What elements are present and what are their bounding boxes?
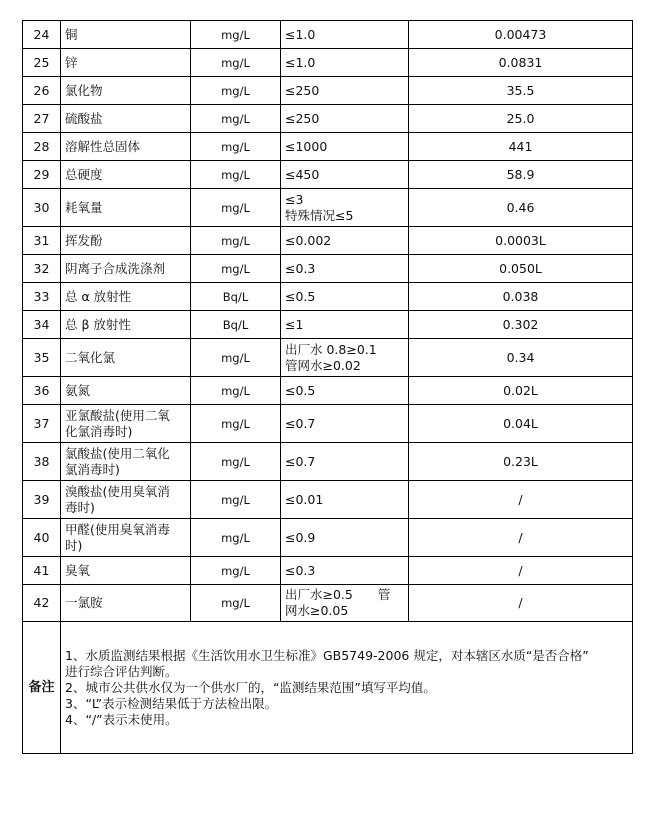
standard-limit-text: ≤0.3 [285,562,316,578]
indicator-name-text: 化氯消毒时) [65,423,133,439]
row-number-text: 33 [33,288,50,304]
indicator-name-text: 二氧化氯 [65,349,116,365]
indicator-name [61,405,191,443]
unit-cell [191,133,281,161]
unit-cell [191,283,281,311]
row-number [23,255,61,283]
table-row [23,21,633,49]
row-number [23,405,61,443]
unit-cell-text: mg/L [221,530,250,545]
standard-limit-text: ≤250 [285,110,320,126]
unit-cell-text: Bq/L [222,317,249,332]
standard-limit [281,227,409,255]
indicator-name-text: 总 α 放射性 [65,288,132,304]
standard-limit-text: ≤3 [285,191,304,207]
unit-cell-text: mg/L [221,111,250,126]
standard-limit-text: ≤0.002 [285,232,332,248]
row-number [23,481,61,519]
row-number-text: 42 [33,595,50,610]
indicator-name [61,585,191,622]
monitoring-result-text: 58.9 [506,166,535,182]
table-row [23,255,633,283]
table-row [23,585,633,622]
monitoring-result-text: 0.0003L [495,232,546,248]
standard-limit-text: ≤1.0 [285,54,316,70]
monitoring-result-text: 0.23L [503,453,538,469]
unit-cell-text: Bq/L [222,289,249,304]
row-number-text: 27 [33,110,50,126]
row-number [23,557,61,585]
monitoring-result [409,283,633,311]
monitoring-result [409,133,633,161]
row-number-text: 40 [33,529,50,545]
monitoring-result [409,21,633,49]
monitoring-result-text: / [518,595,523,610]
monitoring-result-text: 0.038 [502,288,539,304]
standard-limit-text: ≤0.5 [285,288,316,304]
row-number [23,21,61,49]
table-row [23,77,633,105]
standard-limit-text: ≤1.0 [285,26,316,42]
indicator-name-text: 臭氧 [65,562,91,578]
row-number [23,585,61,622]
row-number [23,311,61,339]
monitoring-result [409,519,633,557]
standard-limit [281,557,409,585]
row-number-text: 29 [33,166,50,182]
unit-cell [191,227,281,255]
remark-line-4: 4、“/”表示未使用。 [65,711,178,727]
unit-cell [191,405,281,443]
table-row [23,557,633,585]
indicator-name [61,255,191,283]
monitoring-result-text: 35.5 [506,82,535,98]
table-row [23,377,633,405]
monitoring-result [409,339,633,377]
indicator-name-text: 甲醛(使用臭氧消毒 [65,521,170,537]
indicator-name [61,21,191,49]
indicator-name-text: 氯消毒时) [65,461,120,477]
unit-cell-text: mg/L [221,383,250,398]
standard-limit-text: ≤0.01 [285,491,324,507]
indicator-name-text: 时) [65,537,83,553]
row-number-text: 31 [33,232,50,248]
table-body [23,21,633,622]
unit-cell-text: mg/L [221,233,250,248]
indicator-name-text: 总硬度 [65,166,103,182]
standard-limit-text: ≤450 [285,166,320,182]
monitoring-result [409,255,633,283]
indicator-name-text: 一氯胺 [65,595,103,610]
table-row [23,519,633,557]
unit-cell-text: mg/L [221,492,250,507]
row-number [23,519,61,557]
row-number-text: 36 [33,382,50,398]
standard-limit-text: ≤1 [285,316,304,332]
unit-cell-text: mg/L [221,27,250,42]
monitoring-result [409,49,633,77]
row-number [23,161,61,189]
standard-limit [281,481,409,519]
standard-limit-text: ≤0.7 [285,453,316,469]
monitoring-result [409,161,633,189]
indicator-name-text: 溴酸盐(使用臭氧消 [65,483,170,499]
remark-line-1-cont: 进行综合评估判断。 [65,663,178,679]
standard-limit-text: 网水≥0.05 [285,603,349,618]
unit-cell [191,161,281,189]
standard-limit [281,311,409,339]
unit-cell-text: mg/L [221,596,250,610]
indicator-name-text: 锌 [65,54,78,70]
monitoring-result-text: 0.34 [506,349,535,365]
row-number [23,227,61,255]
standard-limit-text: 管网水≥0.02 [285,357,361,373]
row-number [23,377,61,405]
indicator-name-text: 铜 [65,26,78,42]
standard-limit [281,161,409,189]
standard-limit [281,283,409,311]
indicator-name-text: 亚氯酸盐(使用二氧 [65,407,170,423]
standard-limit [281,405,409,443]
unit-cell [191,189,281,227]
monitoring-result [409,311,633,339]
row-number [23,339,61,377]
indicator-name [61,377,191,405]
standard-limit [281,585,409,622]
row-number-text: 39 [33,491,50,507]
table-row [23,443,633,481]
standard-limit [281,377,409,405]
row-number-text: 26 [33,82,50,98]
unit-cell [191,339,281,377]
standard-limit-text: 出厂水 0.8≥0.1 [285,341,377,357]
indicator-name-text: 总 β 放射性 [65,316,131,332]
monitoring-result-text: 0.0831 [498,54,543,70]
standard-limit-text: ≤250 [285,82,320,98]
unit-cell-text: mg/L [221,454,250,469]
row-number-text: 28 [33,138,50,154]
monitoring-result [409,227,633,255]
unit-cell [191,105,281,133]
standard-limit [281,49,409,77]
monitoring-result-text: 25.0 [506,110,535,126]
indicator-name-text: 氯酸盐(使用二氧化 [65,445,170,461]
row-number-text: 30 [33,199,50,215]
row-number [23,443,61,481]
indicator-name [61,339,191,377]
indicator-name [61,557,191,585]
table-row [23,481,633,519]
indicator-name [61,519,191,557]
standard-limit-text: ≤1000 [285,138,328,154]
row-number-text: 34 [33,316,50,332]
row-number-text: 38 [33,453,50,469]
monitoring-result [409,105,633,133]
indicator-name [61,311,191,339]
table-row [23,227,633,255]
unit-cell [191,49,281,77]
indicator-name [61,443,191,481]
indicator-name [61,227,191,255]
indicator-name-text: 耗氧量 [65,199,103,215]
monitoring-result-text: 0.02L [503,382,538,398]
monitoring-result-text: 0.050L [499,260,542,276]
row-number-text: 37 [33,415,50,431]
unit-cell-text: mg/L [221,167,250,182]
row-number [23,77,61,105]
unit-cell [191,21,281,49]
monitoring-result [409,189,633,227]
monitoring-result-text: 0.302 [502,316,539,332]
monitoring-result [409,557,633,585]
indicator-name-text: 阴离子合成洗涤剂 [65,260,166,276]
unit-cell [191,557,281,585]
standard-limit [281,21,409,49]
unit-cell-text: mg/L [221,200,250,215]
standard-limit [281,77,409,105]
remarks-label: 备注 [23,622,61,754]
remarks-row [23,622,633,754]
indicator-name [61,161,191,189]
standard-limit [281,189,409,227]
standard-limit [281,105,409,133]
indicator-name [61,133,191,161]
standard-limit [281,133,409,161]
unit-cell [191,255,281,283]
remarks-section [23,622,633,754]
monitoring-result [409,377,633,405]
indicator-name-text: 硫酸盐 [65,110,103,126]
unit-cell-text: mg/L [221,139,250,154]
unit-cell [191,311,281,339]
standard-limit-text: ≤0.5 [285,382,316,398]
monitoring-result-text: 0.00473 [494,26,547,42]
table-row [23,189,633,227]
indicator-name [61,77,191,105]
row-number-text: 41 [33,562,50,578]
unit-cell [191,77,281,105]
monitoring-result-text: 0.04L [503,415,538,431]
row-number-text: 32 [33,260,50,276]
monitoring-result-text: 441 [508,138,533,154]
indicator-name-text: 氯化物 [65,82,103,98]
unit-cell-text: mg/L [221,55,250,70]
monitoring-result-text: / [518,529,523,545]
indicator-name-text: 挥发酚 [65,232,103,248]
row-number [23,133,61,161]
unit-cell-text: mg/L [221,563,250,578]
remark-line-1: 1、水质监测结果根据《生活饮用水卫生标准》GB5749-2006 规定，对本辖区水质“是否合格” [65,647,589,663]
indicator-name-text: 溶解性总固体 [65,138,141,154]
standard-limit-text: ≤0.3 [285,260,316,276]
table-row [23,339,633,377]
remark-line-2: 2、城市公共供水仅为一个供水厂的，“监测结果范围”填写平均值。 [65,679,436,695]
row-number [23,105,61,133]
row-number-text: 25 [33,54,50,70]
monitoring-result-text: / [518,562,523,578]
monitoring-result [409,585,633,622]
standard-limit-text: ≤0.7 [285,415,316,431]
row-number-text: 35 [33,349,50,365]
remarks-content [61,622,633,754]
indicator-name [61,189,191,227]
unit-cell-text: mg/L [221,416,250,431]
standard-limit [281,519,409,557]
table-row [23,283,633,311]
monitoring-result-text: 0.46 [506,199,535,215]
indicator-name [61,49,191,77]
indicator-name [61,283,191,311]
standard-limit [281,255,409,283]
table-row [23,161,633,189]
table-row [23,49,633,77]
standard-limit-text: 出厂水≥0.5 管 [285,587,391,602]
monitoring-result-text: / [518,491,523,507]
standard-limit-text: ≤0.9 [285,529,316,545]
table-row [23,311,633,339]
standard-limit [281,443,409,481]
table-row [23,405,633,443]
indicator-name [61,481,191,519]
indicator-name-text: 毒时) [65,499,95,515]
monitoring-result [409,405,633,443]
table-row [23,133,633,161]
row-number [23,283,61,311]
unit-cell [191,377,281,405]
row-number [23,49,61,77]
unit-cell-text: mg/L [221,261,250,276]
water-quality-table [22,20,633,754]
table-row [23,105,633,133]
remark-line-3: 3、“L”表示检测结果低于方法检出限。 [65,695,278,711]
indicator-name-text: 氨氮 [65,382,91,398]
unit-cell [191,443,281,481]
standard-limit [281,339,409,377]
unit-cell-text: mg/L [221,350,250,365]
monitoring-result [409,77,633,105]
standard-limit-text: 特殊情况≤5 [285,207,354,223]
monitoring-result [409,443,633,481]
unit-cell [191,519,281,557]
monitoring-result [409,481,633,519]
row-number [23,189,61,227]
unit-cell-text: mg/L [221,83,250,98]
unit-cell [191,585,281,622]
indicator-name [61,105,191,133]
unit-cell [191,481,281,519]
row-number-text: 24 [33,26,50,42]
